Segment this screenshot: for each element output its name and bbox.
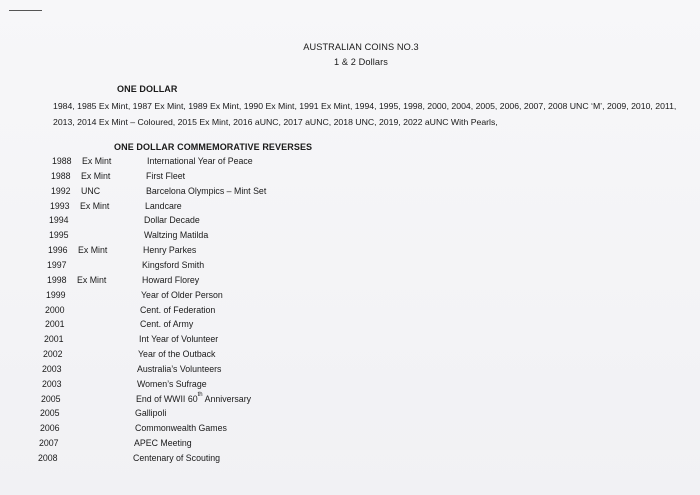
- reverse-year: 2003: [42, 379, 62, 389]
- commemorative-heading: ONE DOLLAR COMMEMORATIVE REVERSES: [114, 142, 313, 152]
- reverse-year: 1998: [47, 275, 67, 285]
- reverse-description: International Year of Peace: [147, 156, 253, 166]
- reverse-year: 2003: [42, 364, 62, 374]
- reverse-year: 1988: [52, 156, 72, 166]
- reverse-description: Australia’s Volunteers: [137, 364, 222, 374]
- reverse-description: Centenary of Scouting: [133, 453, 221, 463]
- reverse-description: End of WWII 60th Anniversary: [136, 392, 252, 404]
- reverse-description: Year of the Outback: [138, 349, 216, 359]
- reverse-description: Waltzing Matilda: [144, 230, 209, 240]
- reverse-description: Cent. of Army: [140, 319, 194, 329]
- reverse-superscript: th: [197, 392, 203, 398]
- reverse-grade: Ex Mint: [80, 201, 110, 211]
- reverse-description: Women’s Sufrage: [137, 379, 207, 389]
- reverse-grade: Ex Mint: [78, 245, 108, 255]
- reverse-description: Int Year of Volunteer: [139, 334, 219, 344]
- reverse-year: 2007: [39, 438, 59, 448]
- reverse-description: APEC Meeting: [134, 438, 192, 448]
- one-dollar-heading: ONE DOLLAR: [117, 84, 178, 94]
- reverse-year: 2001: [45, 319, 65, 329]
- reverse-year: 2008: [38, 453, 58, 463]
- reverse-year: 2005: [40, 408, 60, 418]
- reverse-description: Landcare: [145, 201, 182, 211]
- document-subtitle: 1 & 2 Dollars: [334, 57, 388, 67]
- reverse-year: 1988: [51, 171, 71, 181]
- reverse-year: 1992: [51, 186, 71, 196]
- reverse-description: Cent. of Federation: [140, 305, 216, 315]
- reverse-grade: Ex Mint: [77, 275, 107, 285]
- reverse-description: Howard Florey: [142, 275, 200, 285]
- reverse-year: 1997: [47, 260, 67, 270]
- reverse-year: 1999: [46, 290, 66, 300]
- reverse-description: First Fleet: [146, 171, 186, 181]
- corner-pen-mark: [9, 10, 42, 11]
- reverse-year: 2005: [41, 394, 61, 404]
- reverse-year: 1996: [48, 245, 68, 255]
- reverse-year: 1993: [50, 201, 70, 211]
- one-dollar-year-list: 1984, 1985 Ex Mint, 1987 Ex Mint, 1989 Ex Mint, 1990 Ex Mint, 1991 Ex Mint, 1994, 1995, 1998, 2000, 2004, 2005, 2006, 2007, 2008 UNC ‘M’, 2009, 2010, 2011, 2013, 2014 Ex Mint – Coloured, 2015 Ex Mint, 2016 aUNC, 2017 aUNC, 2018 UNC, 2019, 2022 aUNC With Pearls,: [53, 101, 677, 127]
- reverse-description: Dollar Decade: [144, 215, 200, 225]
- reverse-year: 2001: [44, 334, 64, 344]
- reverse-year: 2002: [43, 349, 63, 359]
- reverse-description: Commonwealth Games: [135, 423, 227, 433]
- reverse-year: 2000: [45, 305, 65, 315]
- reverse-grade: Ex Mint: [82, 156, 112, 166]
- reverse-year: 2006: [40, 423, 60, 433]
- reverse-description: Gallipoli: [135, 408, 167, 418]
- reverse-description: Barcelona Olympics – Mint Set: [146, 186, 267, 196]
- document-title: AUSTRALIAN COINS NO.3: [303, 42, 419, 52]
- reverse-grade: Ex Mint: [81, 171, 111, 181]
- reverse-description: Year of Older Person: [141, 290, 223, 300]
- reverse-description: Henry Parkes: [143, 245, 197, 255]
- reverse-year: 1995: [49, 230, 69, 240]
- reverse-grade: UNC: [81, 186, 101, 196]
- reverse-description: Kingsford Smith: [142, 260, 205, 270]
- reverse-year: 1994: [49, 215, 69, 225]
